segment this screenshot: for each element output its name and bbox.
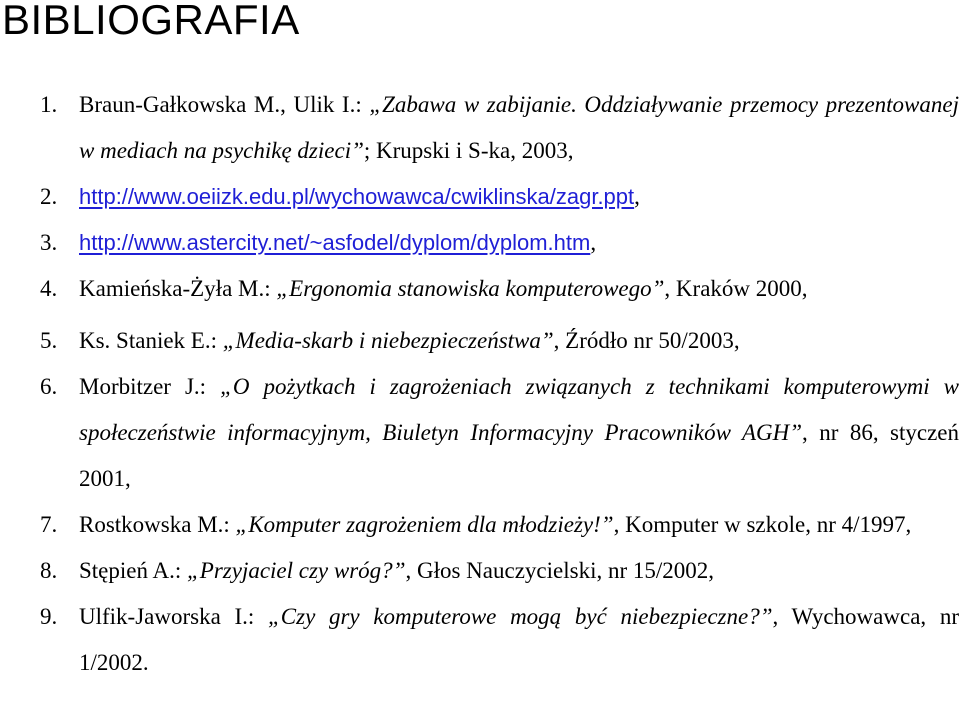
item-details: , Kraków 2000, [664,276,808,301]
item-number: 5. [40,328,58,353]
item-author: Morbitzer J.: [79,374,221,399]
list-item [0,174,960,220]
item-text [79,364,959,502]
item-author: Kamieńska-Żyła M.: [79,276,277,301]
item-title: „Komputer zagrożeniem dla młodzieży!” [235,512,614,537]
item-number: 4. [40,276,58,301]
item-text [79,548,959,594]
item-title: „Ergonomia stanowiska komputerowego” [276,276,665,301]
item-title: „Przyjaciel czy wróg?” [186,558,406,583]
item-details: , [590,230,597,255]
item-author: Ks. Staniek E.: [79,328,223,353]
list-item [0,364,960,502]
item-number: 7. [40,512,58,537]
item-title: „Zabawa w zabijanie. Oddziaływanie przemocy prezentowanej w mediach na psychikę dzieci” [79,92,959,163]
item-text [79,174,959,220]
list-item [0,318,960,364]
item-title: „Media-skarb i niebezpieczeństwa” [222,328,554,353]
item-text [79,502,959,548]
item-text [79,318,959,364]
item-number: 8. [40,558,58,583]
item-details: ; Krupski i S-ka, 2003, [363,138,574,163]
item-link[interactable]: http://www.oeiizk.edu.pl/wychowawca/cwiklinska/zagr.ppt [79,184,635,209]
item-text [79,594,959,686]
list-item [0,548,960,594]
item-details: , [634,184,640,209]
list-item [0,266,960,312]
item-link[interactable]: http://www.astercity.net/~asfodel/dyplom/dyplom.htm [79,230,591,255]
page-title: BIBLIOGRAFIA [2,0,300,43]
list-item [0,502,960,548]
item-number: 9. [40,604,58,629]
item-number: 6. [40,374,58,399]
item-number: 1. [40,92,58,117]
item-text [79,82,959,174]
item-number: 2. [40,184,58,209]
item-author: Rostkowska M.: [79,512,236,537]
item-text [79,220,959,266]
item-details: , Wychowawca, nr 1/2002. [79,604,959,675]
item-title: „O pożytkach i zagrożeniach związanych z technikami komputerowymi w społeczeństwie informacyjnym, Biuletyn Informacyjny Pracowników AGH” [79,374,959,445]
item-author: Braun-Gałkowska M., Ulik I.: [79,92,370,117]
item-details: , nr 86, styczeń 2001, [79,420,959,491]
list-item [0,594,960,686]
item-details: , Komputer w szkole, nr 4/1997, [613,512,912,537]
item-number: 3. [40,230,58,255]
bibliography-list [0,82,960,686]
list-item [0,220,960,266]
item-text [79,266,959,312]
item-details: , Źródło nr 50/2003, [553,328,740,353]
item-author: Stępień A.: [79,558,187,583]
list-item [0,82,960,174]
item-details: , Głos Nauczycielski, nr 15/2002, [405,558,715,583]
item-title: „Czy gry komputerowe mogą być niebezpieczne?” [267,604,773,629]
item-author: Ulfik-Jaworska I.: [79,604,268,629]
